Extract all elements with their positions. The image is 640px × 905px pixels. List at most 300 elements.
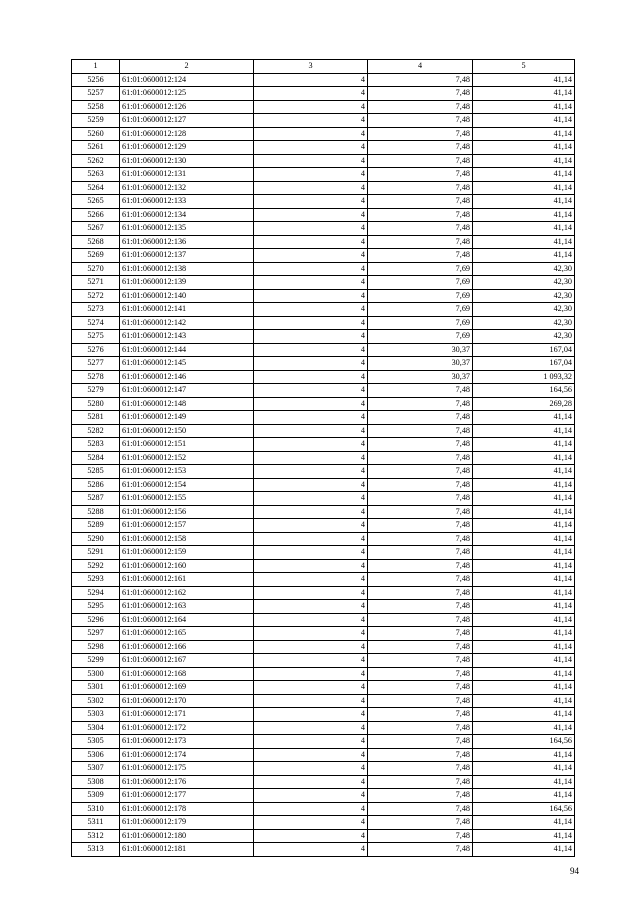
column-header-1: 1 xyxy=(72,60,120,74)
table-cell: 7,48 xyxy=(368,829,473,843)
table-cell: 5294 xyxy=(72,586,120,600)
table-cell: 5266 xyxy=(72,208,120,222)
table-cell: 41,14 xyxy=(473,505,575,519)
table-row xyxy=(72,640,575,654)
table-cell: 7,48 xyxy=(368,519,473,533)
table-row xyxy=(72,262,575,276)
table-cell: 4 xyxy=(254,667,368,681)
table-row xyxy=(72,816,575,830)
table-row xyxy=(72,613,575,627)
table-cell: 5282 xyxy=(72,424,120,438)
table-row xyxy=(72,789,575,803)
column-header-4: 4 xyxy=(368,60,473,74)
table-cell: 5256 xyxy=(72,73,120,87)
table-cell: 4 xyxy=(254,424,368,438)
page-number: 94 xyxy=(570,866,579,876)
table-cell: 41,14 xyxy=(473,748,575,762)
table-cell: 42,30 xyxy=(473,262,575,276)
table-cell: 5284 xyxy=(72,451,120,465)
table-row xyxy=(72,829,575,843)
table-cell: 61:01:0600012:155 xyxy=(120,492,254,506)
table-cell: 5305 xyxy=(72,735,120,749)
table-cell: 61:01:0600012:156 xyxy=(120,505,254,519)
table-cell: 7,69 xyxy=(368,289,473,303)
table-cell: 7,48 xyxy=(368,384,473,398)
table-row xyxy=(72,208,575,222)
table-cell: 4 xyxy=(254,249,368,263)
table-cell: 61:01:0600012:164 xyxy=(120,613,254,627)
table-cell: 61:01:0600012:154 xyxy=(120,478,254,492)
table-cell: 5290 xyxy=(72,532,120,546)
table-cell: 4 xyxy=(254,654,368,668)
table-cell: 41,14 xyxy=(473,438,575,452)
table-cell: 4 xyxy=(254,168,368,182)
table-cell: 61:01:0600012:162 xyxy=(120,586,254,600)
table-cell: 7,48 xyxy=(368,775,473,789)
table-cell: 7,48 xyxy=(368,235,473,249)
table-cell: 61:01:0600012:135 xyxy=(120,222,254,236)
table-cell: 7,48 xyxy=(368,789,473,803)
table-cell: 167,04 xyxy=(473,357,575,371)
table-row xyxy=(72,721,575,735)
table-cell: 41,14 xyxy=(473,519,575,533)
table-row xyxy=(72,708,575,722)
table-row xyxy=(72,87,575,101)
table-cell: 41,14 xyxy=(473,654,575,668)
table-cell: 7,48 xyxy=(368,573,473,587)
column-header-5: 5 xyxy=(473,60,575,74)
table-cell: 61:01:0600012:178 xyxy=(120,802,254,816)
table-row xyxy=(72,748,575,762)
table-cell: 4 xyxy=(254,775,368,789)
table-cell: 4 xyxy=(254,694,368,708)
table-cell: 41,14 xyxy=(473,141,575,155)
table-cell: 4 xyxy=(254,492,368,506)
table-cell: 41,14 xyxy=(473,478,575,492)
table-cell: 7,48 xyxy=(368,708,473,722)
table-cell: 4 xyxy=(254,559,368,573)
table-cell: 5274 xyxy=(72,316,120,330)
table-cell: 61:01:0600012:138 xyxy=(120,262,254,276)
table-cell: 4 xyxy=(254,613,368,627)
table-cell: 61:01:0600012:181 xyxy=(120,843,254,857)
table-cell: 4 xyxy=(254,586,368,600)
table-cell: 41,14 xyxy=(473,789,575,803)
table-cell: 4 xyxy=(254,789,368,803)
table-cell: 61:01:0600012:137 xyxy=(120,249,254,263)
table-cell: 41,14 xyxy=(473,640,575,654)
table-cell: 7,48 xyxy=(368,559,473,573)
table-cell: 7,48 xyxy=(368,222,473,236)
table-row xyxy=(72,465,575,479)
table-cell: 41,14 xyxy=(473,762,575,776)
table-cell: 4 xyxy=(254,330,368,344)
table-cell: 42,30 xyxy=(473,303,575,317)
table-cell: 5302 xyxy=(72,694,120,708)
table-cell: 7,69 xyxy=(368,276,473,290)
table-row xyxy=(72,627,575,641)
table-cell: 7,48 xyxy=(368,667,473,681)
table-cell: 5269 xyxy=(72,249,120,263)
table-cell: 4 xyxy=(254,208,368,222)
table-cell: 4 xyxy=(254,235,368,249)
table-cell: 4 xyxy=(254,195,368,209)
table-cell: 61:01:0600012:151 xyxy=(120,438,254,452)
table-cell: 5292 xyxy=(72,559,120,573)
table-cell: 61:01:0600012:175 xyxy=(120,762,254,776)
table-row xyxy=(72,667,575,681)
table-cell: 7,48 xyxy=(368,249,473,263)
table-cell: 7,48 xyxy=(368,181,473,195)
table-row xyxy=(72,357,575,371)
table-cell: 5295 xyxy=(72,600,120,614)
table-cell: 4 xyxy=(254,762,368,776)
table-row xyxy=(72,343,575,357)
table-cell: 4 xyxy=(254,532,368,546)
table-cell: 61:01:0600012:124 xyxy=(120,73,254,87)
table-cell: 7,48 xyxy=(368,627,473,641)
table-cell: 4 xyxy=(254,519,368,533)
table-row xyxy=(72,802,575,816)
table-cell: 5288 xyxy=(72,505,120,519)
table-cell: 7,48 xyxy=(368,505,473,519)
table-cell: 164,56 xyxy=(473,735,575,749)
table-cell: 4 xyxy=(254,843,368,857)
table-cell: 61:01:0600012:148 xyxy=(120,397,254,411)
table-cell: 7,48 xyxy=(368,532,473,546)
table-cell: 1 093,32 xyxy=(473,370,575,384)
table-cell: 42,30 xyxy=(473,289,575,303)
table-cell: 7,48 xyxy=(368,492,473,506)
table-cell: 4 xyxy=(254,546,368,560)
table-cell: 5307 xyxy=(72,762,120,776)
table-cell: 61:01:0600012:174 xyxy=(120,748,254,762)
table-cell: 7,48 xyxy=(368,735,473,749)
table-cell: 5265 xyxy=(72,195,120,209)
table-row xyxy=(72,532,575,546)
table-row xyxy=(72,559,575,573)
table-cell: 41,14 xyxy=(473,843,575,857)
table-cell: 4 xyxy=(254,802,368,816)
table-cell: 164,56 xyxy=(473,802,575,816)
table-cell: 41,14 xyxy=(473,586,575,600)
table-cell: 5289 xyxy=(72,519,120,533)
table-cell: 41,14 xyxy=(473,465,575,479)
table-row xyxy=(72,694,575,708)
table-cell: 61:01:0600012:158 xyxy=(120,532,254,546)
table-cell: 5283 xyxy=(72,438,120,452)
table-row xyxy=(72,451,575,465)
table-cell: 5257 xyxy=(72,87,120,101)
table-row xyxy=(72,303,575,317)
table-cell: 4 xyxy=(254,316,368,330)
table-cell: 7,48 xyxy=(368,451,473,465)
table-cell: 61:01:0600012:172 xyxy=(120,721,254,735)
table-cell: 5277 xyxy=(72,357,120,371)
table-cell: 4 xyxy=(254,451,368,465)
table-cell: 4 xyxy=(254,465,368,479)
table-cell: 7,48 xyxy=(368,843,473,857)
table-cell: 4 xyxy=(254,181,368,195)
table-cell: 4 xyxy=(254,735,368,749)
table-cell: 61:01:0600012:153 xyxy=(120,465,254,479)
table-row xyxy=(72,114,575,128)
table-cell: 5309 xyxy=(72,789,120,803)
table-cell: 61:01:0600012:170 xyxy=(120,694,254,708)
table-cell: 5279 xyxy=(72,384,120,398)
table-cell: 7,48 xyxy=(368,114,473,128)
table-cell: 61:01:0600012:159 xyxy=(120,546,254,560)
table-cell: 41,14 xyxy=(473,708,575,722)
table-cell: 42,30 xyxy=(473,276,575,290)
table-cell: 61:01:0600012:152 xyxy=(120,451,254,465)
table-cell: 5278 xyxy=(72,370,120,384)
table-cell: 30,37 xyxy=(368,343,473,357)
table-cell: 7,48 xyxy=(368,168,473,182)
table-cell: 7,48 xyxy=(368,546,473,560)
table-cell: 4 xyxy=(254,627,368,641)
table-cell: 41,14 xyxy=(473,73,575,87)
table-cell: 41,14 xyxy=(473,546,575,560)
table-cell: 7,69 xyxy=(368,303,473,317)
table-cell: 5258 xyxy=(72,100,120,114)
table-cell: 4 xyxy=(254,721,368,735)
table-cell: 61:01:0600012:173 xyxy=(120,735,254,749)
table-row xyxy=(72,100,575,114)
table-cell: 61:01:0600012:142 xyxy=(120,316,254,330)
table-cell: 7,48 xyxy=(368,411,473,425)
table-row xyxy=(72,397,575,411)
table-cell: 7,48 xyxy=(368,87,473,101)
table-cell: 269,28 xyxy=(473,397,575,411)
table-cell: 5267 xyxy=(72,222,120,236)
table-cell: 5263 xyxy=(72,168,120,182)
table-cell: 7,48 xyxy=(368,208,473,222)
table-cell: 5308 xyxy=(72,775,120,789)
table-cell: 61:01:0600012:167 xyxy=(120,654,254,668)
table-body xyxy=(72,60,575,857)
table-row xyxy=(72,168,575,182)
table-cell: 4 xyxy=(254,681,368,695)
table-row xyxy=(72,843,575,857)
table-cell: 4 xyxy=(254,343,368,357)
table-cell: 7,48 xyxy=(368,640,473,654)
table-cell: 7,48 xyxy=(368,154,473,168)
table-cell: 7,48 xyxy=(368,586,473,600)
table-cell: 4 xyxy=(254,154,368,168)
table-row xyxy=(72,141,575,155)
table-cell: 41,14 xyxy=(473,208,575,222)
table-cell: 7,48 xyxy=(368,721,473,735)
table-cell: 5273 xyxy=(72,303,120,317)
table-cell: 5280 xyxy=(72,397,120,411)
table-cell: 4 xyxy=(254,276,368,290)
table-cell: 4 xyxy=(254,127,368,141)
table-cell: 5306 xyxy=(72,748,120,762)
table-cell: 5272 xyxy=(72,289,120,303)
table-row xyxy=(72,600,575,614)
table-row xyxy=(72,316,575,330)
table-row xyxy=(72,330,575,344)
table-row xyxy=(72,519,575,533)
table-cell: 41,14 xyxy=(473,451,575,465)
table-cell: 41,14 xyxy=(473,100,575,114)
table-row xyxy=(72,370,575,384)
table-cell: 61:01:0600012:134 xyxy=(120,208,254,222)
table-cell: 4 xyxy=(254,303,368,317)
table-cell: 5300 xyxy=(72,667,120,681)
table-cell: 61:01:0600012:130 xyxy=(120,154,254,168)
table-cell: 4 xyxy=(254,478,368,492)
table-cell: 167,04 xyxy=(473,343,575,357)
table-cell: 41,14 xyxy=(473,168,575,182)
table-cell: 7,48 xyxy=(368,802,473,816)
table-cell: 164,56 xyxy=(473,384,575,398)
column-header-2: 2 xyxy=(120,60,254,74)
table-cell: 7,48 xyxy=(368,195,473,209)
table-row xyxy=(72,681,575,695)
table-cell: 41,14 xyxy=(473,694,575,708)
table-cell: 5276 xyxy=(72,343,120,357)
table-cell: 5268 xyxy=(72,235,120,249)
table-cell: 41,14 xyxy=(473,573,575,587)
table-row xyxy=(72,546,575,560)
table-cell: 61:01:0600012:125 xyxy=(120,87,254,101)
table-cell: 5313 xyxy=(72,843,120,857)
table-cell: 41,14 xyxy=(473,235,575,249)
table-cell: 5285 xyxy=(72,465,120,479)
table-cell: 41,14 xyxy=(473,181,575,195)
table-cell: 4 xyxy=(254,411,368,425)
table-cell: 61:01:0600012:143 xyxy=(120,330,254,344)
table-cell: 41,14 xyxy=(473,816,575,830)
table-cell: 41,14 xyxy=(473,411,575,425)
table-row xyxy=(72,181,575,195)
table-row xyxy=(72,438,575,452)
table-cell: 61:01:0600012:136 xyxy=(120,235,254,249)
table-cell: 5271 xyxy=(72,276,120,290)
table-row xyxy=(72,384,575,398)
table-cell: 5303 xyxy=(72,708,120,722)
table-row xyxy=(72,573,575,587)
table-cell: 61:01:0600012:161 xyxy=(120,573,254,587)
table-cell: 4 xyxy=(254,262,368,276)
table-cell: 41,14 xyxy=(473,127,575,141)
table-cell: 7,48 xyxy=(368,424,473,438)
table-cell: 41,14 xyxy=(473,424,575,438)
table-cell: 61:01:0600012:166 xyxy=(120,640,254,654)
table-cell: 5311 xyxy=(72,816,120,830)
table-cell: 4 xyxy=(254,573,368,587)
table-row xyxy=(72,762,575,776)
table-cell: 61:01:0600012:140 xyxy=(120,289,254,303)
table-cell: 41,14 xyxy=(473,829,575,843)
table-cell: 7,48 xyxy=(368,465,473,479)
table-row xyxy=(72,424,575,438)
data-table xyxy=(71,59,575,857)
table-cell: 5275 xyxy=(72,330,120,344)
table-row xyxy=(72,276,575,290)
table-cell: 41,14 xyxy=(473,600,575,614)
table-cell: 5301 xyxy=(72,681,120,695)
table-cell: 61:01:0600012:180 xyxy=(120,829,254,843)
table-cell: 61:01:0600012:141 xyxy=(120,303,254,317)
table-cell: 4 xyxy=(254,829,368,843)
table-cell: 7,69 xyxy=(368,262,473,276)
table-cell: 41,14 xyxy=(473,559,575,573)
table-row xyxy=(72,586,575,600)
table-cell: 61:01:0600012:163 xyxy=(120,600,254,614)
table-row xyxy=(72,289,575,303)
table-row xyxy=(72,127,575,141)
table-row xyxy=(72,154,575,168)
table-cell: 4 xyxy=(254,816,368,830)
table-cell: 41,14 xyxy=(473,613,575,627)
table-cell: 4 xyxy=(254,505,368,519)
table-cell: 41,14 xyxy=(473,721,575,735)
table-cell: 61:01:0600012:165 xyxy=(120,627,254,641)
table-cell: 4 xyxy=(254,640,368,654)
table-cell: 41,14 xyxy=(473,667,575,681)
table-row xyxy=(72,235,575,249)
table-cell: 5299 xyxy=(72,654,120,668)
table-cell: 61:01:0600012:179 xyxy=(120,816,254,830)
table-row xyxy=(72,478,575,492)
table-cell: 7,48 xyxy=(368,600,473,614)
table-cell: 5262 xyxy=(72,154,120,168)
table-cell: 4 xyxy=(254,384,368,398)
table-row xyxy=(72,249,575,263)
table-cell: 30,37 xyxy=(368,357,473,371)
table-cell: 61:01:0600012:127 xyxy=(120,114,254,128)
table-cell: 41,14 xyxy=(473,114,575,128)
table-cell: 41,14 xyxy=(473,154,575,168)
table-row xyxy=(72,654,575,668)
table-cell: 4 xyxy=(254,397,368,411)
table-cell: 5304 xyxy=(72,721,120,735)
table-cell: 5259 xyxy=(72,114,120,128)
table-cell: 7,48 xyxy=(368,438,473,452)
table-cell: 7,48 xyxy=(368,478,473,492)
table-cell: 4 xyxy=(254,357,368,371)
table-cell: 61:01:0600012:144 xyxy=(120,343,254,357)
table-cell: 7,48 xyxy=(368,694,473,708)
table-cell: 61:01:0600012:133 xyxy=(120,195,254,209)
table-cell: 5264 xyxy=(72,181,120,195)
table-cell: 7,48 xyxy=(368,816,473,830)
table-row xyxy=(72,492,575,506)
table-cell: 41,14 xyxy=(473,492,575,506)
table-cell: 41,14 xyxy=(473,627,575,641)
table-cell: 5287 xyxy=(72,492,120,506)
table-cell: 7,69 xyxy=(368,330,473,344)
table-cell: 61:01:0600012:129 xyxy=(120,141,254,155)
table-cell: 5310 xyxy=(72,802,120,816)
table-cell: 41,14 xyxy=(473,681,575,695)
table-cell: 61:01:0600012:171 xyxy=(120,708,254,722)
table-cell: 7,48 xyxy=(368,681,473,695)
table-row xyxy=(72,222,575,236)
table-cell: 61:01:0600012:145 xyxy=(120,357,254,371)
table-row xyxy=(72,505,575,519)
table-cell: 4 xyxy=(254,748,368,762)
table-header-row xyxy=(72,60,575,74)
table-cell: 61:01:0600012:149 xyxy=(120,411,254,425)
table-cell: 4 xyxy=(254,222,368,236)
table-cell: 42,30 xyxy=(473,316,575,330)
table-cell: 5291 xyxy=(72,546,120,560)
table-cell: 61:01:0600012:132 xyxy=(120,181,254,195)
